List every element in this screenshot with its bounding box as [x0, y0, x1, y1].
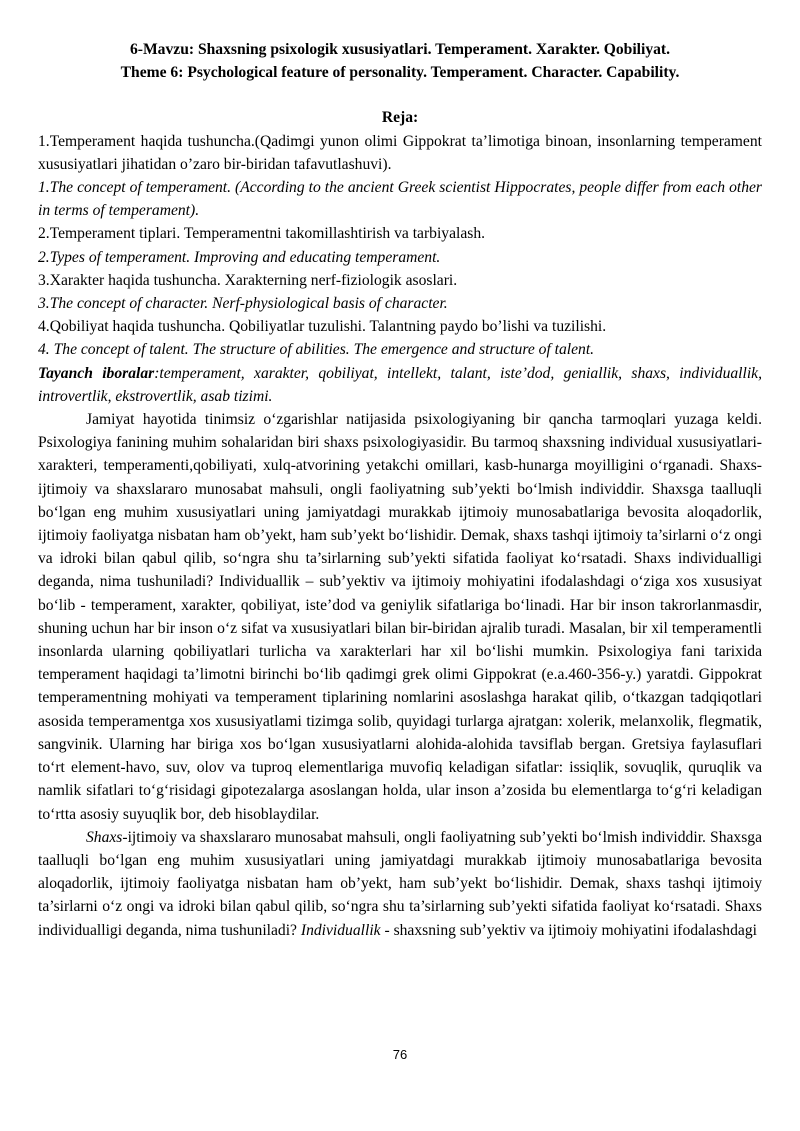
title-spacer	[38, 84, 762, 106]
plan-item-3-en: 3.The concept of character. Nerf-physiological basis of character.	[38, 295, 448, 313]
plan-item-4-uz: 4.Qobiliyat haqida tushuncha. Qobiliyatlar tuzulishi. Talantning paydo bo’lishi va tuzilishi.	[38, 318, 607, 336]
plan-item-3-uz: 3.Xarakter haqida tushuncha. Xarakterning nerf-fiziologik asoslari.	[38, 271, 458, 289]
plan-item-2-uz: 2.Temperament tiplari. Temperamentni takomillashtirish va tarbiyalash.	[38, 225, 486, 243]
body-paragraph-2	[38, 826, 762, 942]
term-individuallik: Individuallik	[300, 921, 381, 939]
keywords-label: Tayanch iboralar	[38, 364, 155, 382]
plan-heading: Reja:	[381, 109, 419, 127]
title-english: Theme 6: Psychological feature of personality. Temperament. Character. Capability.	[120, 64, 680, 82]
document-page	[38, 38, 762, 942]
plan-item-2-en: 2.Types of temperament. Improving and educating temperament.	[38, 248, 441, 266]
plan-item-1-en: 1.The concept of temperament. (According to the ancient Greek scientist Hippocrates, people differ from each other in terms of temperament).	[38, 179, 762, 220]
keywords-line	[38, 362, 762, 408]
plan-item-1-uz: 1.Temperament haqida tushuncha.(Qadimgi yunon olimi Gippokrat ta’limotiga binoan, insonlarning temperament xususiyatlari jihatidan o’zaro bir-biridan tafavutlashuvi).	[38, 132, 762, 173]
term-shaxs: Shaxs	[86, 828, 123, 846]
paragraph-2-text-a: -ijtimoiy va shaxslararo munosabat mahsuli, ongli faoliyatning sub’yekti bo‘lmish individdir. Shaxsga taalluqli bo‘lgan eng muhim xususiyatlari uning jamiyatdagi murakkab ijtimoiy munosabatlariga bevosita aloqadorlik, ijtimoiy faoliyatga nisbatan ham ob’yekt, ham sub’yekt bo‘lishidir. Demak, shaxs tashqi ijtimoiy ta’sirlarni o‘z ongi va idroki bilan qabul qilib, so‘ngra shu ta’sirlarning sub’yekti sifatida faoliyat ko‘rsatadi. Shaxs individualligi deganda, nima tushuniladi?	[38, 828, 762, 939]
keywords-text: :temperament, xarakter, qobiliyat, intellekt, talant, iste’dod, geniallik, shaxs, individuallik, introvertlik, ekstrovertlik, asab tizimi.	[38, 364, 762, 405]
title-uzbek: 6-Mavzu: Shaxsning psixologik xususiyatlari. Temperament. Xarakter. Qobiliyat.	[129, 41, 671, 58]
paragraph-2-text-b: - shaxsning sub’yektiv va ijtimoiy mohiyatini ifodalashdagi	[380, 921, 757, 939]
plan-item-4-en: 4. The concept of talent. The structure of abilities. The emergence and structure of talent.	[38, 341, 595, 359]
page-number: 76	[392, 1047, 408, 1062]
body-paragraph-1: Jamiyat hayotida tinimsiz o‘zgarishlar natijasida psixologiyaning bir qancha tarmoqlari yuzaga keldi. Psixologiya fanining muhim sohalaridan biri shaxs psixologiyasidir. Bu tarmoq shaxsning individual xususiyatlari-xarakteri, temperamenti,qobiliyati, xulq-atvorining yetakchi omillari, kasb-hunarga moyilligini o‘rganadi. Shaxs-ijtimoiy va shaxslararo munosabat mahsuli, ongli faoliyatning sub’yekti bo‘lmish individdir. Shaxsga taalluqli bo‘lgan eng muhim xususiyatlari uning jamiyatdagi murakkab ijtimoiy munosabatlariga bevosita aloqadorlik, ijtimoiy faoliyatga nisbatan ham ob’yekt, ham sub’yekt bo‘lishidir. Demak, shaxs tashqi ijtimoiy ta’sirlarni o‘z ongi va idroki bilan qabul qilib, so‘ngra shu ta’sirlarning sub’yekti sifatida faoliyat ko‘rsatadi. Shaxs individualligi deganda, nima tushuniladi? Individuallik – sub’yektiv va ijtimoiy mohiyatini ifodalashdagi o‘ziga xos xususiyat bo‘lib - temperament, xarakter, qobiliyat, iste’dod va geniylik sifatlariga bo‘linadi. Har bir inson takrorlanmasdir, shuning uchun har bir inson o‘z sifat va xususiyatlari bilan bir-biridan ajralib turadi. Masalan, bir xil temperamentli insonlarda ularning qobiliyatlari turlicha va xarakterlari har xil bo‘lishi mumkin. Psixologiya fani tarixida temperament haqidagi ta’limotni birinchi bo‘lib qadimgi grek olimi Gippokrat (e.a.460-356-y.) yaratdi. Gippokrat temperamentning mohiyati va temperament tiplarining nomlarini asoslashga harakat qilib, o‘tkazgan tadqiqotlari asosida temperamentga xos xususiyatlami tizimga solib, quyidagi turlarga ajratgan: xolerik, melanxolik, flegmatik, sangvinik. Ularning har biriga xos bo‘lgan xususiyatlarni alohida-alohida tavsiflab bergan. Gretsiya faylasuflari to‘rt element-havo, suv, olov va tuproq elementlariga muvofiq keladigan sifatlar: issiqlik, sovuqlik, quruqlik va namlik sifatlari to‘g‘risidagi gipotezalarga asoslangan holda, ular inson a’zosida bu elementlarga to‘g‘ri keladigan to‘rtta asosiy suyuqlik bor, deb hisoblaydilar.	[38, 411, 762, 823]
